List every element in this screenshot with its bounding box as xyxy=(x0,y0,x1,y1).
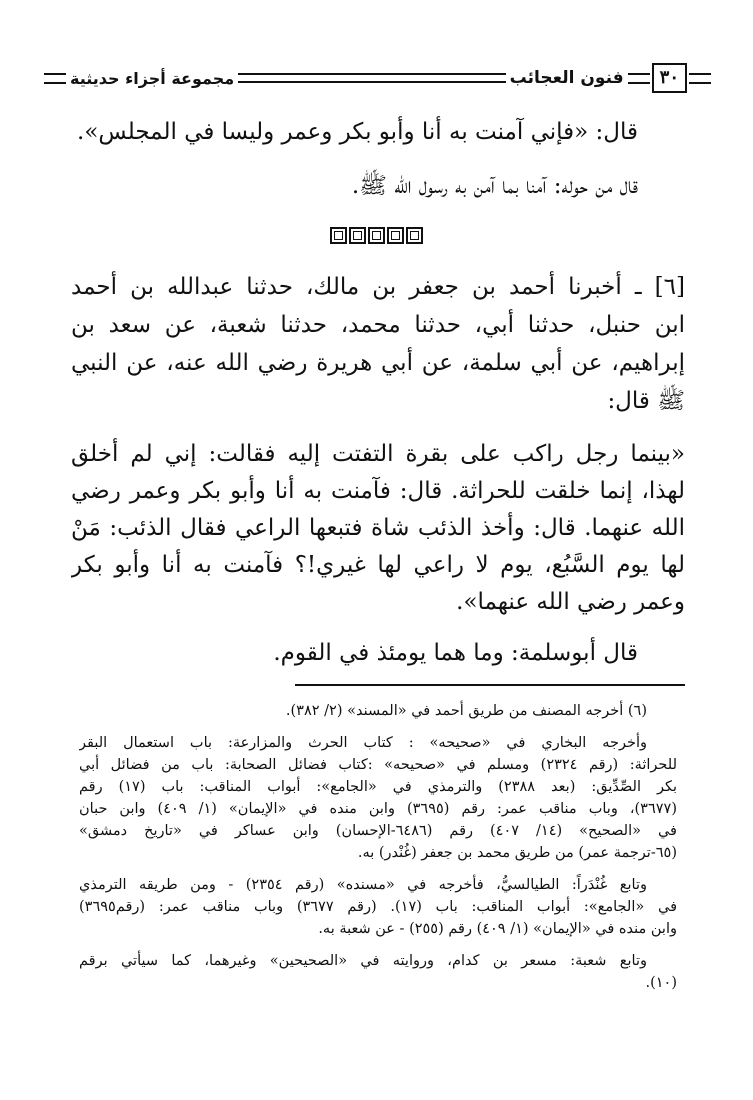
matn-line: «بينما رجل راكب على بقرة التفتت إليه فقالت: إني لم أخلق xyxy=(71,441,685,467)
section-separator xyxy=(0,227,753,250)
hadith-line: ابن حنبل، حدثنا أبي، حدثنا محمد، حدثنا شعبة، عن سعد بن xyxy=(71,312,685,338)
footnote-line: وتابع شعبة: مسعر بن كدام، وروايته في «الصحيحين» وغيرهما، كما سيأتي برقم xyxy=(79,953,647,969)
footnote-line: (٦) أخرجه المصنف من طريق أحمد في «المسند» (٢/ ٣٨٢). xyxy=(285,703,647,719)
quote-line: قال: «فإني آمنت به أنا وأبو بكر وعمر وليسا في المجلس». xyxy=(77,119,638,145)
footnotes xyxy=(79,700,677,994)
footnote-line: وأخرجه البخاري في «صحيحه» : كتاب الحرث والمزارعة: باب استعمال البقر xyxy=(79,735,647,751)
footnote-line: للحراثة: (رقم ٢٣٢٤) ومسلم في «صحيحه» :كتاب فضائل الصحابة: باب من فضائل أبي xyxy=(79,757,677,773)
header-rule-left xyxy=(44,73,66,84)
series-title: مجموعة أجزاء حديثية xyxy=(70,68,235,88)
around-line: قال من حوله: آمنا بما آمن به رسول الله ﷺ. xyxy=(351,173,638,199)
separator-square-icon xyxy=(349,227,366,244)
matn-line: لهذا، إنما خلقت للحراثة. قال: فآمنت به أنا وأبو بكر وعمر رضي xyxy=(71,478,685,504)
footnote-line: وتابع غُنْدَراً: الطيالسيُّ، فأخرجه في «مسنده» (رقم ٢٣٥٤) - ومن طريقه الترمذي xyxy=(79,877,647,893)
header-rule-middle xyxy=(238,73,506,83)
hadith-line: إبراهيم، عن أبي سلمة، عن أبي هريرة رضي الله عنه، عن النبي xyxy=(71,350,685,376)
separator-square-icon xyxy=(368,227,385,244)
hadith-line: ﷺ قال: xyxy=(607,388,685,414)
footnote-line: في «الجامع»: أبواب المناقب: باب (١٧). (رقم ٣٦٧٧) وباب مناقب عمر: (رقم٣٦٩٥) xyxy=(79,899,677,915)
separator-square-icon xyxy=(387,227,404,244)
abusalama-line: قال أبوسلمة: وما هما يومئذ في القوم. xyxy=(273,640,638,666)
hadith-matn xyxy=(71,436,685,621)
page-header xyxy=(44,60,711,96)
footnote-line: (١٠). xyxy=(645,975,677,991)
footnote-line: (٦٥-ترجمة عمر) من طريق محمد بن جعفر (غُنْدر) به. xyxy=(357,845,677,861)
matn-line: الله عنهما. قال: وأخذ الذئب شاة فتبعها الراعي فقال الذئب: مَنْ xyxy=(71,515,685,541)
matn-line: لها يوم السَّبُع، يوم لا راعي لها غيري!؟ فآمنت به أنا وأبو بكر xyxy=(71,552,685,578)
header-rule-small xyxy=(628,73,650,84)
hadith-isnad xyxy=(71,268,685,420)
book-title: فنون العجائب xyxy=(509,68,624,88)
footnote-line: (٣٦٧٧)، وباب مناقب عمر: رقم (٣٦٩٥) وابن منده في «الإيمان» (١/ ٤٠٩) وابن حبان xyxy=(79,801,677,817)
separator-square-icon xyxy=(406,227,423,244)
matn-line: وعمر رضي الله عنهما». xyxy=(456,589,685,615)
separator-square-icon xyxy=(330,227,347,244)
hadith-line: [٦] ـ أخبرنا أحمد بن جعفر بن مالك، حدثنا عبدالله بن أحمد xyxy=(71,274,685,300)
footnote-line: بكر الصِّدِّيق: (بعد ٢٣٨٨) والترمذي في «الجامع»: أبواب المناقب: باب (١٧) رقم xyxy=(79,779,677,795)
header-rule-right xyxy=(689,73,711,84)
footnote-line: في «الصحيح» (١٤/ ٤٠٧) رقم (٦٤٨٦-الإحسان) وابن عساكر في «تاريخ دمشق» xyxy=(79,823,677,839)
footnote-line: وابن منده في «الإيمان» (١/ ٤٠٩) رقم (٢٥٥) - عن شعبة به. xyxy=(318,921,677,937)
page-number: ٣٠ xyxy=(652,63,687,93)
